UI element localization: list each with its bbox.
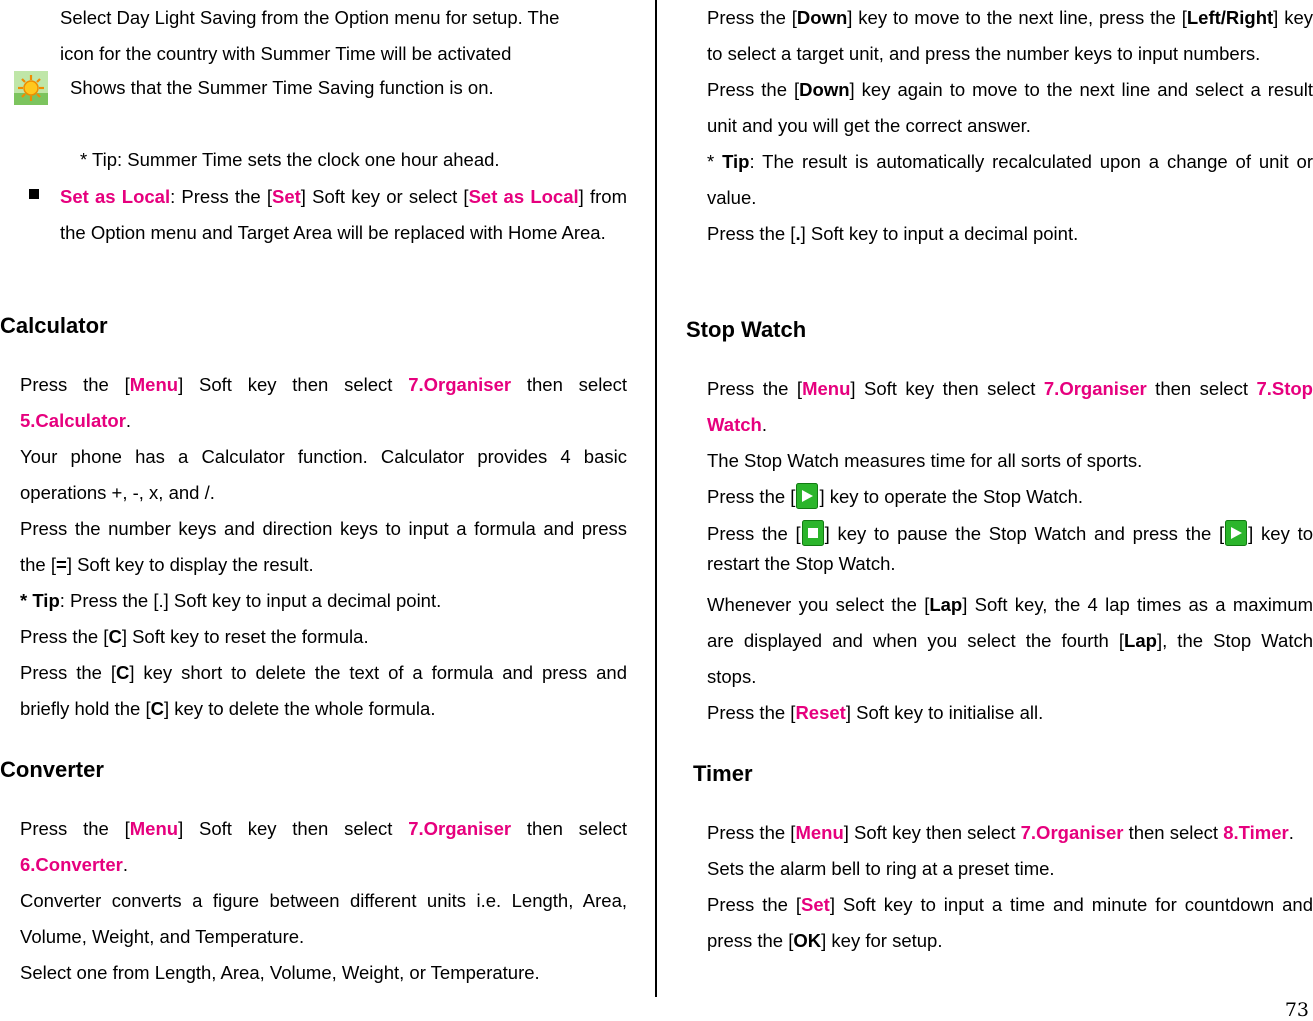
text-fragment: ] key short to delete the text of a formula and press and briefly hold the [ [20, 662, 628, 719]
organiser-label: 7.Organiser [1043, 378, 1147, 399]
text-fragment: ] Soft key to initialise all. [845, 702, 1044, 723]
organiser-label: 7.Organiser [408, 818, 512, 839]
text-fragment: ] Soft key then select [178, 374, 409, 395]
down-key-label: Down [796, 7, 848, 28]
set-as-local-label: Set as Local [60, 186, 171, 207]
text-fragment: Press the [ [707, 822, 796, 843]
text-fragment: ] Soft key, the 4 lap times as a maximum are displayed and when you select the fourth [ [707, 594, 1313, 651]
text-fragment: Press the [ [707, 223, 796, 244]
text-fragment: : Press the [ [170, 186, 272, 207]
text-fragment: ] key again to move to the next line and select a result unit and you will get the correct answer. [707, 79, 1313, 136]
stopwatch-section [707, 371, 1313, 731]
text-fragment: Press the [ [707, 486, 796, 507]
converter-menu-item: 6.Converter [20, 854, 123, 875]
text-fragment: ] key to delete the whole formula. [163, 698, 436, 719]
timer-menu-item: 8.Timer [1223, 822, 1289, 843]
summer-time-row [14, 70, 494, 106]
text-fragment: ] key for setup. [821, 930, 943, 951]
c-key-label: C [150, 698, 164, 719]
reset-key-label: Reset [795, 702, 846, 723]
menu-key-label: Menu [795, 822, 844, 843]
menu-key-label: Menu [129, 818, 179, 839]
timer-description: Sets the alarm bell to ring at a preset time. [707, 858, 1055, 879]
text-fragment: then select [1146, 378, 1257, 399]
text-fragment: Press the [ [20, 818, 130, 839]
text-fragment: ] key to select a target unit, and press the number keys to input numbers. [707, 7, 1313, 64]
summer-tip [80, 142, 500, 178]
menu-key-label: Menu [802, 378, 851, 399]
stopwatch-description: The Stop Watch measures time for all sorts of sports. [707, 450, 1143, 471]
text-fragment: ] Soft key to reset the formula. [121, 626, 369, 647]
organiser-label: 7.Organiser [408, 374, 512, 395]
calculator-heading: Calculator [0, 313, 108, 338]
text-fragment: ] key to restart the Stop Watch. [707, 523, 1313, 574]
set-as-local-label: Set as Local [468, 186, 579, 207]
text-fragment: Press the [ [707, 7, 797, 28]
text-fragment: Press the [ [707, 523, 801, 544]
text-fragment: Press the [ [20, 626, 109, 647]
text-fragment: Press the [ [707, 378, 803, 399]
dot-key-label: . [795, 223, 801, 244]
text-fragment: . [1288, 822, 1294, 843]
text-fragment: ] from the Option menu and Target Area will be replaced with Home Area. [60, 186, 627, 243]
converter-description: Converter converts a figure between different units i.e. Length, Area, Volume, Weight, and Temperature. [20, 890, 627, 947]
converter-continued [707, 0, 1313, 252]
lap-key-label: Lap [1124, 630, 1157, 651]
menu-key-label: Menu [129, 374, 179, 395]
down-key-label: Down [799, 79, 850, 100]
page-number: 73 [1284, 999, 1309, 1021]
text-fragment: then select [1123, 822, 1224, 843]
text-fragment: Press the [ [20, 662, 116, 683]
text-fragment: ] key to operate the Stop Watch. [819, 486, 1084, 507]
text-fragment: ] Soft key then select [843, 822, 1021, 843]
tip-label: Tip [722, 151, 750, 172]
stop-key-icon [802, 520, 824, 546]
calculator-section [20, 367, 627, 727]
timer-section [707, 815, 1313, 959]
set-as-local-paragraph [60, 179, 627, 251]
dst-paragraph [60, 0, 627, 72]
text-fragment: ] Soft key then select [850, 378, 1044, 399]
text-fragment: Whenever you select the [ [707, 594, 930, 615]
sun-description: Shows that the Summer Time Saving function is on. [70, 77, 494, 98]
tip-text: : The result is automatically recalculated upon a change of unit or value. [707, 151, 1313, 208]
tip-text: : Press the [.] Soft key to input a decimal point. [59, 590, 442, 611]
text-fragment: ] Soft key or select [ [300, 186, 469, 207]
stopwatch-menu-item: 7.Stop Watch [707, 378, 1313, 435]
column-divider [655, 0, 657, 997]
bullet-square-icon [29, 189, 39, 199]
set-key-label: Set [801, 894, 830, 915]
text-fragment: ] key to pause the Stop Watch and press the [ [824, 523, 1225, 544]
tip-label: * Tip [20, 590, 60, 611]
text-fragment: . [122, 854, 128, 875]
text-fragment: ] key to move to the next line, press the [ [847, 7, 1187, 28]
text-fragment: ], the Stop Watch stops. [707, 630, 1313, 687]
text-fragment: ] Soft key to input a time and minute for countdown and press the [ [707, 894, 1313, 951]
text-fragment: then select [511, 818, 627, 839]
text-fragment: Press the [ [707, 702, 796, 723]
calculator-menu-item: 5.Calculator [20, 410, 126, 431]
text-fragment: * [707, 151, 723, 172]
lap-key-label: Lap [929, 594, 963, 615]
text-fragment: . [761, 414, 767, 435]
text-fragment: . [125, 410, 132, 431]
text-fragment: Press the [ [20, 374, 130, 395]
dst-line1: Select Day Light Saving from the Option menu for setup. The [60, 7, 560, 28]
c-key-label: C [108, 626, 122, 647]
converter-section [20, 811, 627, 991]
text-fragment: then select [511, 374, 627, 395]
set-key-label: Set [272, 186, 301, 207]
text-fragment: Press the [ [707, 79, 800, 100]
converter-heading: Converter [0, 757, 104, 782]
equals-key-label: = [56, 554, 67, 575]
summer-time-sun-icon [14, 71, 48, 105]
converter-select-text: Select one from Length, Area, Volume, Weight, or Temperature. [20, 962, 540, 983]
organiser-label: 7.Organiser [1020, 822, 1124, 843]
ok-key-label: OK [793, 930, 822, 951]
dst-line2: icon for the country with Summer Time will be activated [60, 43, 512, 64]
play-key-icon [796, 483, 818, 509]
text-fragment: ] Soft key then select [178, 818, 409, 839]
text-fragment: Press the [ [707, 894, 802, 915]
text-fragment: ] Soft key to display the result. [66, 554, 314, 575]
c-key-label: C [115, 662, 130, 683]
timer-heading: Timer [693, 761, 753, 786]
stopwatch-heading: Stop Watch [686, 317, 807, 342]
calculator-description: Your phone has a Calculator function. Calculator provides 4 basic operations +, -, x, and /. [20, 446, 627, 503]
text-fragment: ] Soft key to input a decimal point. [800, 223, 1079, 244]
play-key-icon [1225, 520, 1247, 546]
summer-tip-text: * Tip: Summer Time sets the clock one hour ahead. [80, 149, 500, 170]
text-fragment: Press the number keys and direction keys to input a formula and press the [ [20, 518, 627, 575]
left-right-key-label: Left/Right [1186, 7, 1274, 28]
